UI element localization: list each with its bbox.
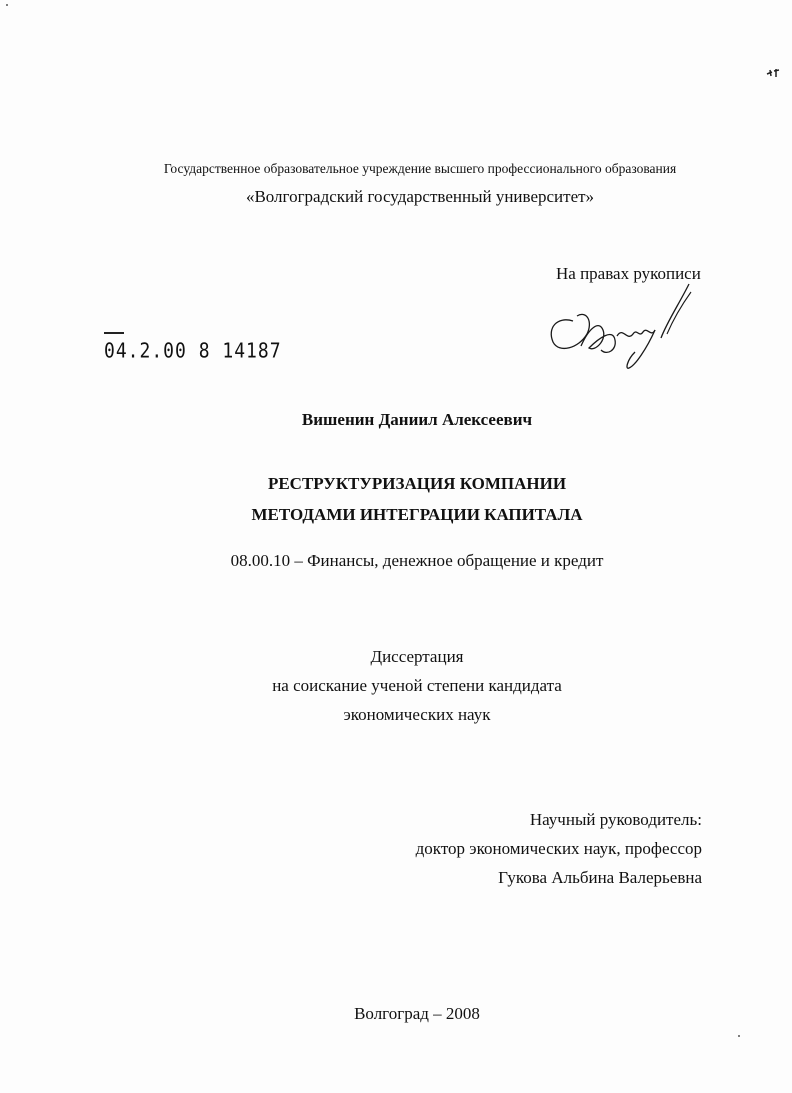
stamp-mark bbox=[104, 332, 124, 334]
scan-speck bbox=[738, 1035, 740, 1037]
supervisor-label: Научный руководитель: bbox=[529, 810, 702, 829]
document-type: Диссертация bbox=[370, 647, 464, 666]
degree-purpose: на соискание ученой степени кандидата bbox=[272, 676, 562, 695]
manuscript-rights-note: На правах рукописи bbox=[556, 264, 701, 283]
signature bbox=[543, 276, 693, 376]
corner-scan-mark bbox=[766, 68, 780, 78]
archive-stamp-number: 04.2.00 8 14187 bbox=[104, 339, 282, 364]
thesis-title-line-2: МЕТОДАМИ ИНТЕГРАЦИИ КАПИТАЛА bbox=[251, 505, 583, 524]
supervisor-name: Гукова Альбина Валерьевна bbox=[498, 868, 702, 887]
institution-name: Государственное образовательное учреждение высшего профессионального образования bbox=[163, 161, 677, 176]
degree-field: экономических наук bbox=[343, 705, 491, 724]
thesis-title-line-1: РЕСТРУКТУРИЗАЦИЯ КОМПАНИИ bbox=[267, 474, 567, 493]
supervisor-credentials: доктор экономических наук, профессор bbox=[415, 839, 702, 858]
author-name: Вишенин Даниил Алексеевич bbox=[301, 410, 533, 429]
university-name: «Волгоградский государственный университет» bbox=[245, 187, 595, 206]
place-and-year: Волгоград – 2008 bbox=[354, 1004, 480, 1023]
specialty-code: 08.00.10 – Финансы, денежное обращение и кредит bbox=[230, 551, 604, 570]
scan-speck bbox=[6, 4, 8, 6]
